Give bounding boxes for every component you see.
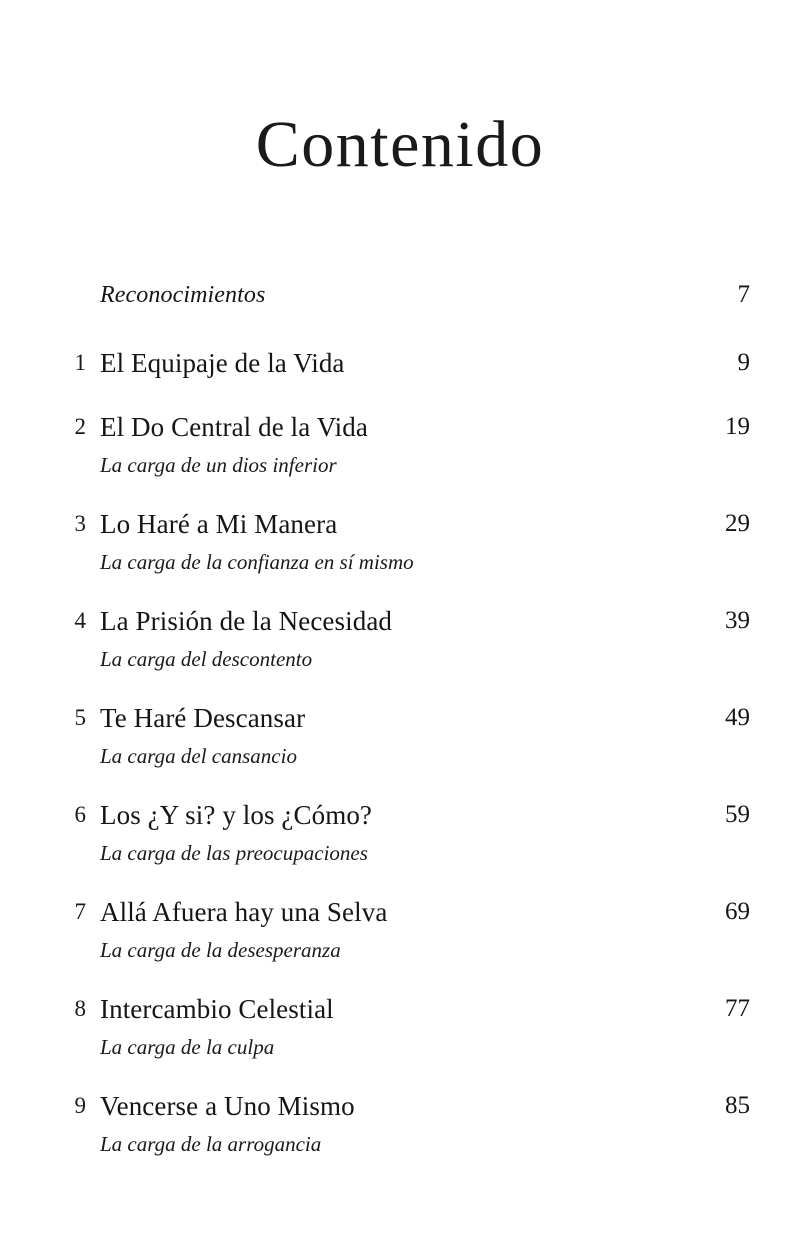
toc-entry-number: 3	[74, 511, 86, 536]
toc-entry-number: 2	[74, 414, 86, 439]
toc-entry-line	[60, 989, 750, 1029]
toc-entry-number: 1	[74, 350, 86, 375]
toc-entry-number: 9	[74, 1093, 86, 1118]
toc-entry-subtitle: La carga de la desesperanza	[100, 938, 341, 962]
toc-entry-title[interactable]: El Equipaje de la Vida	[100, 348, 345, 378]
toc-entry[interactable]	[60, 275, 750, 315]
page-title: Contenido	[255, 108, 545, 181]
toc-entry-number: 6	[74, 802, 86, 827]
toc-entry-line	[60, 892, 750, 932]
toc-entry-title[interactable]: Reconocimientos	[100, 282, 266, 308]
toc-entry-title[interactable]: Los ¿Y si? y los ¿Cómo?	[100, 800, 373, 830]
toc-entry-title[interactable]: La Prisión de la Necesidad	[100, 606, 393, 636]
toc-entry-number: 7	[74, 899, 86, 924]
toc-entry-title[interactable]: Allá Afuera hay una Selva	[100, 897, 388, 927]
toc-entry-title[interactable]: Vencerse a Uno Mismo	[100, 1091, 355, 1121]
toc-entry-title[interactable]: El Do Central de la Vida	[100, 412, 368, 442]
toc-entry-page-number: 49	[725, 704, 750, 731]
toc-entry[interactable]	[60, 343, 750, 383]
toc-entry-number: 4	[74, 608, 86, 633]
toc-entry-subtitle: La carga del descontento	[100, 647, 313, 671]
toc-entry-subtitle: La carga de la confianza en sí mismo	[100, 550, 414, 574]
toc-list	[60, 275, 750, 1183]
toc-entry-line	[60, 601, 750, 641]
toc-entry-page-number: 77	[725, 995, 750, 1022]
toc-entry-title[interactable]: Intercambio Celestial	[100, 994, 334, 1024]
toc-entry-subtitle: La carga de la culpa	[100, 1035, 275, 1059]
toc-entry-subtitle: La carga de un dios inferior	[100, 453, 337, 477]
toc-entry-line	[60, 795, 750, 835]
toc-entry[interactable]	[60, 1086, 750, 1159]
toc-entry-subtitle: La carga de la arrogancia	[100, 1132, 322, 1156]
toc-entry-line	[60, 504, 750, 544]
toc-entry-line	[60, 407, 750, 447]
toc-entry-subtitle: La carga del cansancio	[100, 744, 297, 768]
toc-entry[interactable]	[60, 504, 750, 577]
toc-entry[interactable]	[60, 407, 750, 480]
toc-entry-page-number: 69	[725, 898, 750, 925]
toc-entry[interactable]	[60, 601, 750, 674]
toc-entry-line	[60, 698, 750, 738]
toc-entry-page-number: 39	[725, 607, 750, 634]
toc-entry-page-number: 7	[737, 281, 750, 308]
toc-entry-line	[60, 1086, 750, 1126]
toc-entry-page-number: 19	[725, 413, 750, 440]
toc-entry[interactable]	[60, 989, 750, 1062]
toc-entry-line	[60, 275, 750, 315]
toc-entry-title[interactable]: Te Haré Descansar	[100, 703, 306, 733]
toc-entry[interactable]	[60, 892, 750, 965]
toc-entry-page-number: 59	[725, 801, 750, 828]
toc-entry-page-number: 9	[737, 349, 750, 376]
toc-entry-title[interactable]: Lo Haré a Mi Manera	[100, 509, 338, 539]
toc-entry[interactable]	[60, 795, 750, 868]
toc-entry-page-number: 29	[725, 510, 750, 537]
toc-entry-number: 5	[74, 705, 86, 730]
toc-entry-line	[60, 343, 750, 383]
toc-entry-number: 8	[74, 996, 86, 1021]
toc-entry[interactable]	[60, 698, 750, 771]
toc-entry-subtitle: La carga de las preocupaciones	[100, 841, 368, 865]
toc-entry-page-number: 85	[725, 1092, 750, 1119]
